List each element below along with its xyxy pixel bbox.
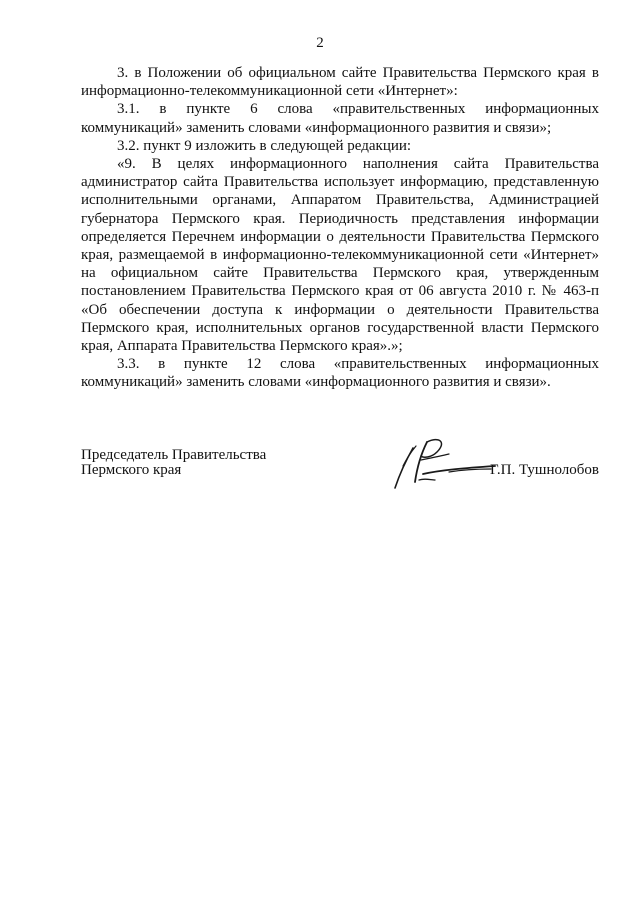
paragraph-3-2: 3.2. пункт 9 изложить в следующей редакции: — [117, 137, 412, 154]
signer-title-line1: Председатель Правительства — [81, 447, 267, 463]
paragraph-3-3: 3.3. в пункте 12 слова «правительственных информационных коммуникаций» заменить словами «информационного развития и связи». — [81, 356, 599, 391]
paragraph-3-1: 3.1. в пункте 6 слова «правительственных информационных коммуникаций» заменить словами «информационного развития и связи»; — [81, 101, 599, 136]
signer-title-line2: Пермского края — [81, 462, 182, 478]
signature-block — [81, 444, 599, 494]
paragraph-3: 3. в Положении об официальном сайте Правительства Пермского края в информационно-телекоммуникационной сети «Интернет»: — [81, 65, 599, 100]
document-body — [81, 64, 599, 392]
signer-title — [81, 448, 266, 478]
signer-name: Г.П. Тушнолобов — [489, 462, 599, 478]
paragraph-9-text: «9. В целях информационного наполнения сайта Правительства администратор сайта Правительства использует информацию, представленную исполнительными органами, Аппаратом Правительства, Администрацией губернатора Пермского края. Периодичность представления информации определяется Перечнем информации о деятельности Правительства Пермского края, размещаемой в информационно-телекоммуникационной сети «Интернет» на официальном сайте Правительства Пермского края, утвержденным постановлением Правительства Пермского края от 06 августа 2010 г. № 463-п «Об обеспечении доступа к информации о деятельности Правительства Пермского края, исполнительных органов государственной власти Пермского края, Аппарата Правительства Пермского края».»; — [81, 156, 599, 355]
handwritten-signature — [391, 436, 501, 492]
page-number: 2 — [316, 35, 324, 51]
